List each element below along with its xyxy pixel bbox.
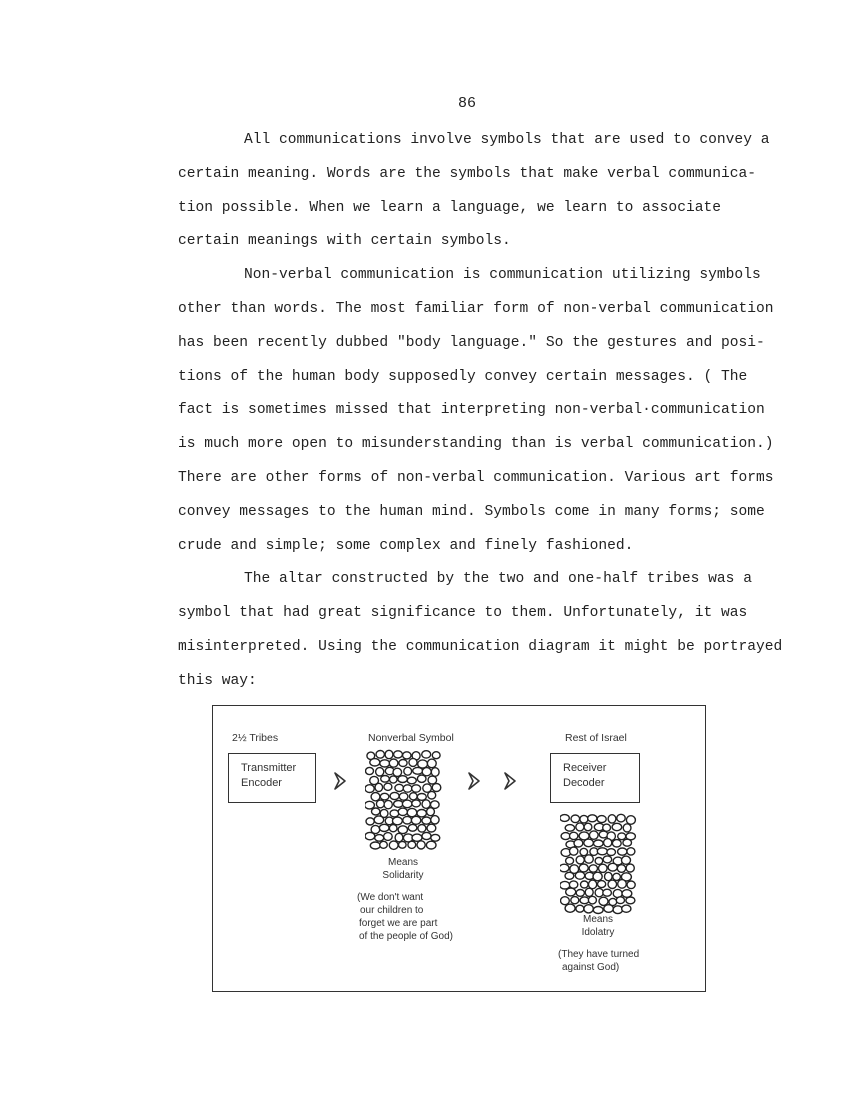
stone-shape <box>422 817 431 824</box>
stone-shape <box>409 758 417 766</box>
stone-shape <box>593 872 602 881</box>
stone-shape <box>394 751 403 758</box>
stone-shape <box>613 873 621 880</box>
stone-shape <box>588 815 597 822</box>
page-number: 86 <box>458 95 477 112</box>
stone-shape <box>561 833 570 840</box>
stone-shape <box>398 826 407 834</box>
stone-shape <box>589 880 597 889</box>
stone-shape <box>375 783 383 791</box>
stone-shape <box>389 825 397 832</box>
rest-of-israel-heading: Rest of Israel <box>565 732 627 744</box>
stone-shape <box>599 864 608 872</box>
stone-shape <box>565 825 574 832</box>
stone-shape <box>407 777 416 784</box>
stone-shape <box>597 816 606 823</box>
stone-shape <box>612 823 622 830</box>
stone-shape <box>604 839 612 847</box>
stone-shape <box>422 800 430 809</box>
means-label: Means <box>582 914 613 925</box>
stone-shape <box>426 841 436 849</box>
stone-shape <box>371 793 380 801</box>
stone-shape <box>390 776 398 783</box>
stone-shape <box>604 905 614 913</box>
stone-shape <box>565 904 575 912</box>
stone-shape <box>590 831 599 839</box>
stone-shape <box>618 833 626 840</box>
stone-shape <box>561 897 570 905</box>
stone-shape <box>399 793 408 800</box>
receiver-note-line-1: (They have turned <box>558 949 640 960</box>
transmitter-label: Transmitter <box>241 762 297 774</box>
arrow-right-icon <box>467 771 481 791</box>
stone-shape <box>571 897 579 904</box>
encoder-label: Encoder <box>241 777 282 789</box>
stone-shape <box>408 824 417 831</box>
receiver-note <box>558 948 678 974</box>
symbol-note-line-1: (We don't want <box>357 892 424 903</box>
stone-shape <box>411 816 420 824</box>
stone-shape <box>576 905 584 912</box>
stone-shape <box>603 856 612 863</box>
stone-shape <box>417 775 426 782</box>
receiver-box <box>550 753 640 803</box>
paragraph-1: All communications involve symbols that are used to convey a certain meaning. Words are the symbols that make verbal communica- tion possible. When we learn a language, we learn to associate certain meanings with certain symbols. <box>178 132 770 250</box>
stone-shape <box>626 816 635 825</box>
stone-shape <box>565 872 574 879</box>
solidarity-label: Solidarity <box>382 870 424 881</box>
stone-shape <box>412 800 421 807</box>
receiver-label: Receiver <box>563 762 607 774</box>
stone-shape <box>410 793 418 800</box>
stone-altar-icon <box>560 813 638 918</box>
stone-shape <box>403 816 412 824</box>
stone-shape <box>580 897 589 904</box>
stone-shape <box>376 751 384 759</box>
stone-shape <box>579 864 588 872</box>
stone-shape <box>597 848 607 855</box>
stone-shape <box>427 824 436 832</box>
stone-shape <box>576 890 584 897</box>
stone-shape <box>589 865 597 872</box>
stone-shape <box>608 815 616 823</box>
stone-shape <box>375 835 384 842</box>
decoder-label: Decoder <box>563 777 605 789</box>
stone-shape <box>617 814 625 822</box>
stone-shape <box>580 815 588 823</box>
stone-shape <box>431 834 440 841</box>
stone-shape <box>365 785 374 793</box>
stone-shape <box>570 847 578 855</box>
stone-shape <box>404 767 412 775</box>
stone-shape <box>432 752 440 759</box>
stone-shape <box>595 888 603 896</box>
stone-shape <box>376 800 384 808</box>
stone-shape <box>402 800 412 808</box>
stone-altar-icon <box>365 749 443 854</box>
stone-shape <box>399 841 407 848</box>
symbol-note-line-3: forget we are part <box>359 918 438 929</box>
stone-shape <box>569 881 577 888</box>
paragraph-2: Non-verbal communication is communication utilizing symbols other than words. The most familiar form of non-verbal communication has been recently dubbed "body language." So the gestures and posi- tions of the human body supposedly convey certain messages. ( The fact is sometimes missed that interpreting non-verbal·communication is much more open to misunderstanding than is verbal communication.) There are other forms of non-verbal communication. Various art forms convey messages to the human mind. Symbols come in many forms; some crude and simple; some complex and finely fashioned. <box>178 267 774 554</box>
solidarity-caption <box>368 856 438 882</box>
stone-shape <box>431 816 439 824</box>
stone-shape <box>417 841 425 849</box>
stone-shape <box>585 888 593 896</box>
stone-shape <box>393 768 402 776</box>
arrow-right-icon <box>503 771 517 791</box>
body-text <box>178 124 788 699</box>
stone-shape <box>622 890 632 898</box>
stone-shape <box>626 864 634 872</box>
stone-shape <box>395 833 403 842</box>
means-label: Means <box>387 857 418 868</box>
stone-shape <box>403 752 411 759</box>
stone-shape <box>584 823 592 831</box>
stone-shape <box>389 759 398 767</box>
stone-shape <box>366 767 374 774</box>
stone-shape <box>598 881 606 888</box>
stone-shape <box>403 785 412 792</box>
stone-shape <box>366 818 374 825</box>
stone-shape <box>427 759 436 768</box>
stone-shape <box>408 841 416 848</box>
stone-shape <box>588 896 596 904</box>
stone-shape <box>398 776 407 783</box>
stone-shape <box>389 841 398 849</box>
symbol-note <box>357 891 497 943</box>
nonverbal-symbol-heading: Nonverbal Symbol <box>368 732 454 744</box>
stone-shape <box>575 872 584 879</box>
stone-shape <box>418 825 426 833</box>
stone-shape <box>627 881 635 889</box>
stone-shape <box>379 824 389 831</box>
stone-shape <box>618 880 627 889</box>
paragraph-3: The altar constructed by the two and one-half tribes was a symbol that had great significance to them. Unfortunately, it was misinterpreted. Using the communication diagram it might be portrayed this way: <box>178 571 783 689</box>
stone-shape <box>365 801 374 809</box>
stone-shape <box>576 856 584 864</box>
stone-shape <box>374 816 384 824</box>
stone-shape <box>605 872 613 880</box>
stone-shape <box>398 808 407 815</box>
stone-shape <box>576 823 584 831</box>
stone-shape <box>412 785 421 792</box>
stone-shape <box>428 776 437 784</box>
stone-shape <box>574 839 583 847</box>
stone-shape <box>622 905 631 912</box>
stone-shape <box>422 751 431 758</box>
stone-shape <box>560 815 569 822</box>
stone-shape <box>617 865 625 873</box>
stone-shape <box>394 801 403 808</box>
stone-shape <box>626 897 635 904</box>
stone-shape <box>595 857 603 864</box>
stone-shape <box>566 857 574 864</box>
stone-shape <box>623 839 632 846</box>
transmitter-box <box>228 753 316 803</box>
stone-shape <box>571 815 580 823</box>
arrow-right-icon <box>333 771 347 791</box>
stone-shape <box>370 842 380 849</box>
stone-shape <box>612 840 621 847</box>
stone-shape <box>427 808 435 816</box>
stone-shape <box>607 849 616 856</box>
stone-shape <box>594 840 604 847</box>
stone-shape <box>413 767 423 774</box>
stone-shape <box>395 784 404 791</box>
stone-shape <box>407 808 417 816</box>
stone-shape <box>622 856 631 864</box>
idolatry-label: Idolatry <box>581 927 615 938</box>
stone-shape <box>384 800 392 808</box>
symbol-note-line-2: our children to <box>360 905 424 916</box>
receiver-note-line-2: against God) <box>562 962 620 973</box>
stone-shape <box>365 832 375 839</box>
idolatry-caption <box>563 913 633 939</box>
stone-shape <box>603 889 612 896</box>
stone-shape <box>623 824 631 832</box>
stone-shape <box>380 793 389 800</box>
stone-shape <box>376 768 384 776</box>
tribes-heading: 2½ Tribes <box>232 732 279 744</box>
stone-shape <box>422 768 431 776</box>
stone-shape <box>618 848 627 855</box>
communication-diagram <box>212 705 706 992</box>
stone-shape <box>370 759 380 766</box>
stone-shape <box>399 760 407 767</box>
stone-shape <box>581 881 589 888</box>
stone-shape <box>584 839 594 847</box>
stone-shape <box>390 792 399 799</box>
stone-shape <box>608 880 617 888</box>
symbol-note-line-4: of the people of God) <box>359 931 453 942</box>
stone-shape <box>627 848 635 855</box>
stone-shape <box>417 810 426 817</box>
stone-shape <box>393 817 403 825</box>
stone-shape <box>603 824 611 831</box>
stone-shape <box>384 833 393 841</box>
stone-shape <box>372 808 380 815</box>
stone-shape <box>428 791 436 799</box>
stone-shape <box>432 784 441 792</box>
stone-shape <box>570 832 578 839</box>
stone-shape <box>385 750 393 758</box>
stone-shape <box>580 848 588 855</box>
stone-shape <box>566 888 576 896</box>
stone-shape <box>599 897 608 905</box>
stone-shape <box>616 897 624 904</box>
stone-shape <box>381 776 390 783</box>
stone-shape <box>380 841 388 848</box>
stone-shape <box>380 760 390 767</box>
stone-shape <box>431 768 439 777</box>
stone-shape <box>608 863 617 871</box>
stone-shape <box>585 855 594 863</box>
stone-shape <box>384 783 392 790</box>
stone-shape <box>560 864 569 872</box>
stone-shape <box>390 810 399 817</box>
stone-shape <box>584 905 593 913</box>
stone-shape <box>422 832 431 839</box>
